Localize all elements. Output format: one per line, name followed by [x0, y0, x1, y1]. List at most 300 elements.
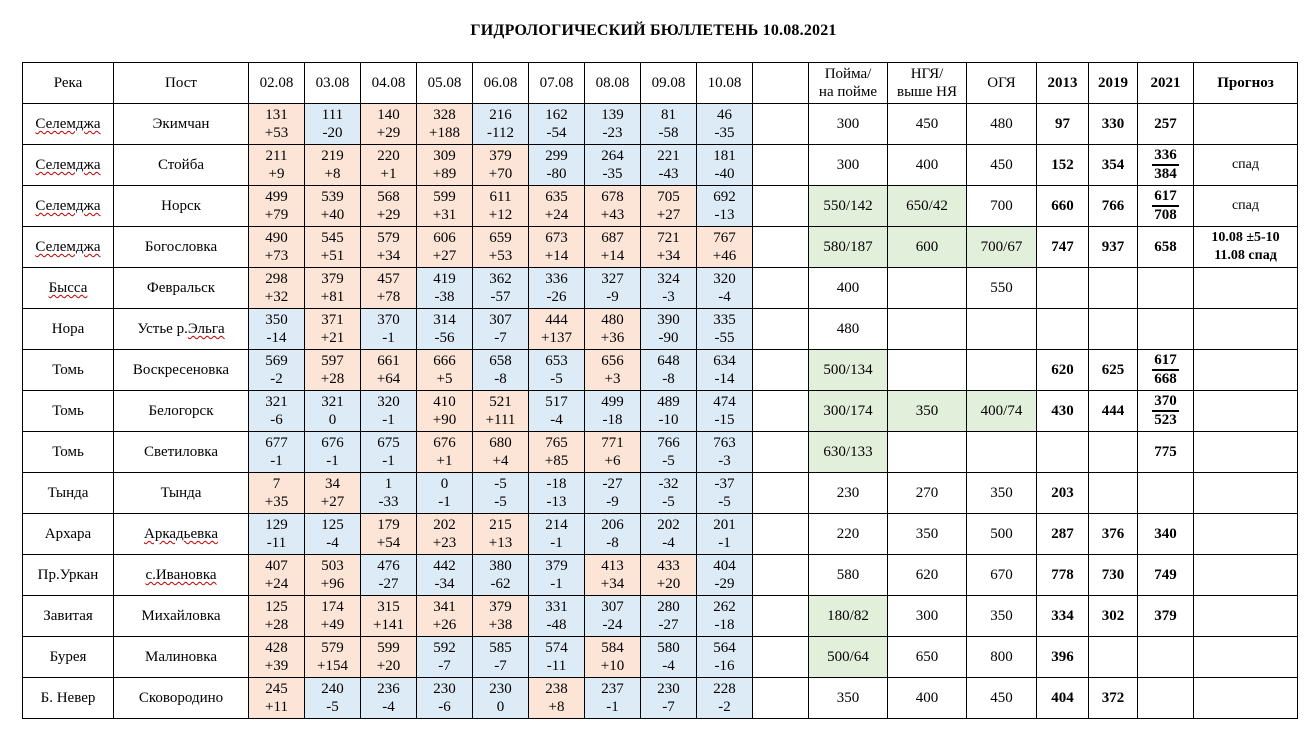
post-cell: Норск	[114, 186, 249, 227]
level-change: +38	[488, 617, 513, 633]
year-2021-fraction	[1152, 188, 1179, 224]
level-change: -5	[494, 494, 507, 510]
level-change: -16	[714, 658, 735, 674]
post-cell	[114, 309, 249, 350]
empty-cell	[753, 637, 809, 678]
level-change: -3	[718, 453, 731, 469]
table-row	[23, 350, 1298, 391]
forecast-cell	[1194, 473, 1298, 514]
table-row	[23, 514, 1298, 555]
forecast-cell	[1194, 227, 1298, 268]
level-value: 521	[489, 394, 512, 410]
river-cell	[23, 309, 114, 350]
level-cell	[585, 555, 641, 596]
level-change: +13	[488, 535, 513, 551]
col-2021-header: 2021	[1138, 63, 1194, 104]
level-change: +154	[317, 658, 348, 674]
level-cell	[529, 514, 585, 555]
year-2021-cell	[1138, 391, 1194, 432]
river-name: Томь	[52, 403, 84, 419]
level-cell	[249, 227, 305, 268]
river-cell	[23, 350, 114, 391]
level-change: -23	[602, 125, 623, 141]
level-change: -18	[714, 617, 735, 633]
year-2021-fraction	[1152, 393, 1179, 429]
level-cell	[473, 473, 529, 514]
fraction-top: 617	[1152, 188, 1179, 207]
level-value: 335	[713, 312, 736, 328]
floodplain-cell: 480	[809, 309, 888, 350]
ogya-cell: 700	[967, 186, 1037, 227]
level-cell	[417, 637, 473, 678]
level-value: 307	[489, 312, 512, 328]
level-change: +20	[656, 576, 681, 592]
level-change: -33	[378, 494, 399, 510]
river-name: Селемджа	[35, 198, 101, 214]
level-change: +24	[544, 207, 569, 223]
level-value: 314	[433, 312, 456, 328]
level-value: 474	[713, 394, 736, 410]
level-value: 579	[321, 640, 344, 656]
level-cell	[697, 432, 753, 473]
level-change: -1	[382, 453, 395, 469]
level-cell	[473, 145, 529, 186]
level-value: 457	[377, 271, 400, 287]
level-cell	[473, 309, 529, 350]
level-value: 666	[433, 353, 456, 369]
post-cell: Богословка	[114, 227, 249, 268]
level-change: -5	[550, 371, 563, 387]
level-cell	[361, 432, 417, 473]
forecast-cell	[1194, 678, 1298, 719]
level-change: +10	[600, 658, 625, 674]
level-value: 476	[377, 558, 400, 574]
year-2019-cell: 766	[1089, 186, 1138, 227]
ngya-cell: 350	[888, 391, 967, 432]
level-change: +188	[429, 125, 460, 141]
level-change: -26	[546, 289, 567, 305]
post-cell: Белогорск	[114, 391, 249, 432]
level-cell	[417, 350, 473, 391]
post-cell	[114, 514, 249, 555]
ngya-cell: 650/42	[888, 186, 967, 227]
river-name: Селемджа	[35, 116, 101, 132]
level-change: +24	[264, 576, 289, 592]
level-change: +34	[656, 248, 681, 264]
ngya-cell: 270	[888, 473, 967, 514]
level-change: -38	[434, 289, 455, 305]
ngya-cell	[888, 309, 967, 350]
hydrology-table	[22, 62, 1298, 719]
level-cell	[361, 104, 417, 145]
river-name: Томь	[52, 444, 84, 460]
table-row	[23, 186, 1298, 227]
level-value: 635	[545, 189, 568, 205]
year-2021-cell	[1138, 473, 1194, 514]
level-value: 299	[545, 148, 568, 164]
level-value: -32	[658, 476, 679, 492]
level-change: -57	[490, 289, 511, 305]
fraction-top: 336	[1152, 147, 1179, 166]
level-change: +12	[488, 207, 513, 223]
level-change: +51	[320, 248, 345, 264]
level-value: 721	[657, 230, 680, 246]
level-value: 658	[489, 353, 512, 369]
post-cell: Экимчан	[114, 104, 249, 145]
level-change: +70	[488, 166, 513, 182]
level-value: -37	[714, 476, 735, 492]
level-cell	[641, 473, 697, 514]
level-value: 766	[657, 435, 680, 451]
level-value: 125	[321, 517, 344, 533]
ogya-cell: 350	[967, 473, 1037, 514]
level-value: 320	[713, 271, 736, 287]
level-value: 678	[601, 189, 624, 205]
level-value: 480	[601, 312, 624, 328]
river-cell	[23, 514, 114, 555]
level-cell	[361, 186, 417, 227]
level-cell	[361, 391, 417, 432]
level-cell	[417, 145, 473, 186]
level-change: -27	[658, 617, 679, 633]
level-change: +96	[320, 576, 345, 592]
level-cell	[529, 678, 585, 719]
level-value: 592	[433, 640, 456, 656]
ngya-cell: 620	[888, 555, 967, 596]
level-change: -11	[266, 535, 287, 551]
level-value: 379	[489, 148, 512, 164]
level-cell	[641, 104, 697, 145]
level-change: +28	[264, 617, 289, 633]
floodplain-cell: 550/142	[809, 186, 888, 227]
year-2019-cell: 625	[1089, 350, 1138, 391]
level-value: 0	[440, 476, 449, 492]
ogya-cell: 700/67	[967, 227, 1037, 268]
fraction-top: 370	[1152, 393, 1179, 412]
level-value: 585	[489, 640, 512, 656]
year-2019-cell: 376	[1089, 514, 1138, 555]
level-cell	[585, 514, 641, 555]
level-cell	[305, 186, 361, 227]
level-value: 336	[545, 271, 568, 287]
level-change: -18	[602, 412, 623, 428]
floodplain-cell: 300/174	[809, 391, 888, 432]
level-value: 653	[545, 353, 568, 369]
level-value: 579	[377, 230, 400, 246]
level-cell	[417, 514, 473, 555]
level-cell	[417, 104, 473, 145]
level-change: +40	[320, 207, 345, 223]
river-name: Архара	[44, 526, 92, 542]
level-change: -4	[662, 535, 675, 551]
level-change: +53	[264, 125, 289, 141]
ogya-cell: 400/74	[967, 391, 1037, 432]
level-cell	[585, 227, 641, 268]
empty-cell	[753, 268, 809, 309]
level-value: 321	[321, 394, 344, 410]
year-2021-cell	[1138, 186, 1194, 227]
level-cell	[249, 473, 305, 514]
ogya-cell: 480	[967, 104, 1037, 145]
level-value: 125	[265, 599, 288, 615]
level-cell	[697, 309, 753, 350]
level-change: +90	[432, 412, 457, 428]
level-value: 499	[601, 394, 624, 410]
level-cell	[305, 514, 361, 555]
level-change: -48	[546, 617, 567, 633]
level-value: 140	[377, 107, 400, 123]
level-cell	[305, 637, 361, 678]
level-cell	[249, 432, 305, 473]
level-cell	[249, 514, 305, 555]
level-change: +54	[376, 535, 401, 551]
post-name-part2: Эльга	[187, 321, 225, 337]
river-name: Завитая	[43, 608, 93, 624]
level-change: -4	[718, 289, 731, 305]
level-change: +5	[436, 371, 453, 387]
level-value: 503	[321, 558, 344, 574]
level-change: +27	[320, 494, 345, 510]
level-value: 763	[713, 435, 736, 451]
level-cell	[249, 637, 305, 678]
col-date-header: 04.08	[361, 63, 417, 104]
floodplain-cell: 580	[809, 555, 888, 596]
level-cell	[697, 145, 753, 186]
forecast-cell: спад	[1194, 145, 1298, 186]
river-cell	[23, 227, 114, 268]
level-change: +8	[324, 166, 341, 182]
level-value: 659	[489, 230, 512, 246]
level-value: 584	[601, 640, 624, 656]
year-2013-cell: 97	[1037, 104, 1089, 145]
ngya-cell: 350	[888, 514, 967, 555]
post-name-part1: Устье р.	[137, 321, 188, 337]
level-cell	[361, 309, 417, 350]
river-name: Пр.Уркан	[37, 567, 99, 583]
level-change: +46	[712, 248, 737, 264]
level-cell	[305, 596, 361, 637]
ogya-cell: 800	[967, 637, 1037, 678]
level-cell	[697, 104, 753, 145]
level-cell	[249, 350, 305, 391]
level-cell	[697, 186, 753, 227]
bulletin-title: ГИДРОЛОГИЧЕСКИЙ БЮЛЛЕТЕНЬ 10.08.2021	[470, 22, 837, 39]
level-change: +27	[656, 207, 681, 223]
level-value: -18	[546, 476, 567, 492]
level-cell	[473, 104, 529, 145]
level-value: 236	[377, 681, 400, 697]
post-cell: Михайловка	[114, 596, 249, 637]
year-2013-cell: 334	[1037, 596, 1089, 637]
level-cell	[641, 637, 697, 678]
level-value: 442	[433, 558, 456, 574]
river-name: Селемджа	[35, 157, 101, 173]
level-value: 211	[265, 148, 288, 164]
level-change: +64	[376, 371, 401, 387]
level-cell	[697, 227, 753, 268]
level-change: -7	[662, 699, 675, 715]
floodplain-header-line2: на пойме	[818, 84, 878, 100]
year-2019-cell	[1089, 637, 1138, 678]
river-cell	[23, 104, 114, 145]
level-value: 230	[433, 681, 456, 697]
level-cell	[305, 391, 361, 432]
river-cell	[23, 145, 114, 186]
level-value: 238	[545, 681, 568, 697]
floodplain-cell: 230	[809, 473, 888, 514]
year-2021-cell: 775	[1138, 432, 1194, 473]
level-value: 580	[657, 640, 680, 656]
col-date-header: 05.08	[417, 63, 473, 104]
ngya-cell: 450	[888, 104, 967, 145]
level-change: -40	[714, 166, 735, 182]
level-change: -112	[487, 125, 514, 141]
table-row	[23, 227, 1298, 268]
col-river-header: Река	[23, 63, 114, 104]
table-row	[23, 309, 1298, 350]
level-change: -4	[662, 658, 675, 674]
level-cell	[529, 473, 585, 514]
level-change: +11	[265, 699, 288, 715]
forecast-cell	[1194, 104, 1298, 145]
level-change: -6	[270, 412, 283, 428]
year-2019-cell	[1089, 432, 1138, 473]
level-cell	[473, 350, 529, 391]
level-value: 240	[321, 681, 344, 697]
year-2013-cell: 778	[1037, 555, 1089, 596]
ngya-header-line2: выше НЯ	[897, 84, 957, 100]
forecast-cell	[1194, 268, 1298, 309]
level-cell	[585, 473, 641, 514]
table-row	[23, 104, 1298, 145]
level-value: 379	[489, 599, 512, 615]
empty-cell	[753, 432, 809, 473]
level-value: 309	[433, 148, 456, 164]
year-2021-cell	[1138, 268, 1194, 309]
forecast-cell	[1194, 309, 1298, 350]
river-cell	[23, 473, 114, 514]
level-value: 410	[433, 394, 456, 410]
level-cell	[417, 432, 473, 473]
year-2021-cell: 658	[1138, 227, 1194, 268]
level-cell	[249, 186, 305, 227]
year-2013-cell: 203	[1037, 473, 1089, 514]
col-date-header: 03.08	[305, 63, 361, 104]
year-2019-cell	[1089, 268, 1138, 309]
level-value: 215	[489, 517, 512, 533]
year-2013-cell: 396	[1037, 637, 1089, 678]
level-change: -8	[662, 371, 675, 387]
level-change: +31	[432, 207, 457, 223]
level-cell	[361, 596, 417, 637]
river-cell	[23, 432, 114, 473]
level-value: 597	[321, 353, 344, 369]
level-change: +49	[320, 617, 345, 633]
col-ngya-header	[888, 63, 967, 104]
level-cell	[417, 391, 473, 432]
level-change: +3	[604, 371, 621, 387]
level-cell	[305, 473, 361, 514]
ngya-cell	[888, 432, 967, 473]
level-cell	[529, 555, 585, 596]
level-cell	[473, 596, 529, 637]
ogya-cell: 550	[967, 268, 1037, 309]
level-value: 545	[321, 230, 344, 246]
empty-cell	[753, 473, 809, 514]
level-change: +1	[380, 166, 397, 182]
col-ogya-header: ОГЯ	[967, 63, 1037, 104]
level-value: 331	[545, 599, 568, 615]
level-change: 0	[328, 412, 337, 428]
level-cell	[361, 637, 417, 678]
year-2013-cell: 287	[1037, 514, 1089, 555]
level-change: -13	[546, 494, 567, 510]
ngya-cell: 400	[888, 145, 967, 186]
level-value: 206	[601, 517, 624, 533]
level-value: 221	[657, 148, 680, 164]
level-value: 517	[545, 394, 568, 410]
level-change: -1	[718, 535, 731, 551]
level-value: 606	[433, 230, 456, 246]
level-value: 307	[601, 599, 624, 615]
level-value: 262	[713, 599, 736, 615]
river-cell	[23, 678, 114, 719]
level-value: 765	[545, 435, 568, 451]
forecast-cell	[1194, 350, 1298, 391]
level-cell	[697, 268, 753, 309]
ogya-cell	[967, 432, 1037, 473]
level-change: -14	[266, 330, 287, 346]
level-cell	[585, 104, 641, 145]
level-cell	[585, 145, 641, 186]
level-change: +111	[485, 412, 516, 428]
col-date-header: 08.08	[585, 63, 641, 104]
level-cell	[473, 555, 529, 596]
level-value: 321	[265, 394, 288, 410]
level-change: +85	[544, 453, 569, 469]
year-2021-cell: 379	[1138, 596, 1194, 637]
level-change: +6	[604, 453, 621, 469]
empty-cell	[753, 145, 809, 186]
empty-cell	[753, 350, 809, 391]
level-cell	[529, 186, 585, 227]
river-name: Бурея	[49, 649, 87, 665]
level-cell	[473, 678, 529, 719]
ngya-cell	[888, 350, 967, 391]
level-cell	[305, 350, 361, 391]
floodplain-cell: 300	[809, 145, 888, 186]
table-row	[23, 678, 1298, 719]
level-cell	[305, 145, 361, 186]
post-name: Аркадьевка	[144, 526, 218, 542]
empty-cell	[753, 596, 809, 637]
level-value: 202	[657, 517, 680, 533]
level-change: -1	[550, 535, 563, 551]
post-cell: Сковородино	[114, 678, 249, 719]
level-cell	[585, 309, 641, 350]
level-value: 705	[657, 189, 680, 205]
level-cell	[641, 145, 697, 186]
level-change: -1	[326, 453, 339, 469]
level-change: -7	[494, 658, 507, 674]
ogya-cell: 500	[967, 514, 1037, 555]
col-date-header: 07.08	[529, 63, 585, 104]
level-cell	[361, 473, 417, 514]
level-cell	[585, 432, 641, 473]
floodplain-cell: 220	[809, 514, 888, 555]
forecast-line2: 11.08 спад	[1214, 248, 1277, 263]
river-name: Нора	[51, 321, 85, 337]
